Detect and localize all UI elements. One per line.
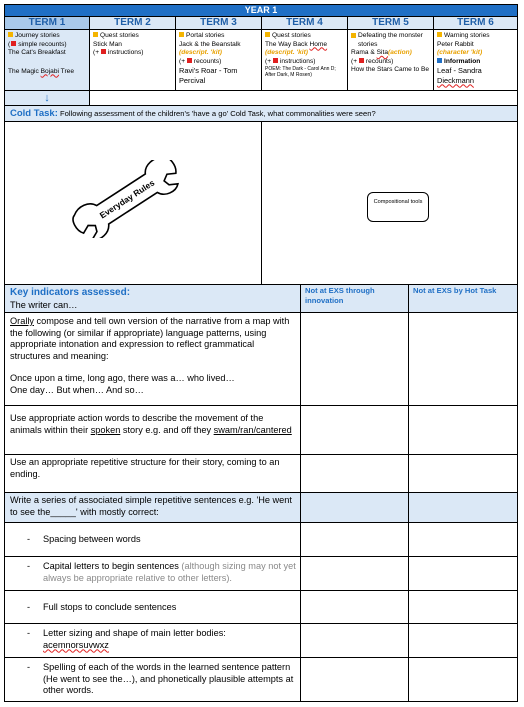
term-6-cell — [433, 29, 518, 91]
key-indicators-header — [4, 284, 301, 313]
indicator-row-3 — [4, 454, 301, 493]
yellow-square-icon — [265, 32, 270, 37]
term-1-sub: simple recounts) — [18, 40, 67, 48]
term-2-cell — [89, 29, 176, 91]
term-1-book-2-c: Tree — [58, 67, 74, 75]
compositional-tools-label-box — [367, 192, 429, 222]
term-5-kit: (action) — [388, 49, 412, 56]
row-5-innovation-cell[interactable] — [300, 522, 409, 557]
dash-marker: - — [27, 534, 31, 544]
term-5-kind: Defeating the monster stories — [358, 32, 423, 48]
row-3-hot-task-cell[interactable] — [408, 454, 518, 493]
row-6-innovation-cell[interactable] — [300, 556, 409, 591]
row-4-innovation-cell[interactable] — [300, 492, 409, 523]
bullet-row-letter-sizing — [4, 623, 301, 658]
tab-term-2 — [89, 16, 176, 30]
blue-square-icon — [437, 58, 442, 63]
row-6-hot-task-cell[interactable] — [408, 556, 518, 591]
term-1-cell — [4, 29, 90, 91]
col-innovation-header — [300, 284, 409, 313]
bullet-spelling-text: Spelling of each of the words in the learned sentence pattern (He went to see the…), and phonetically plausible attempts at other words. — [43, 662, 294, 695]
indicator-row-2-a: Use appropriate action words to describe the movement of the animals within their — [10, 413, 264, 435]
row-3-innovation-cell[interactable] — [300, 454, 409, 493]
row-8-innovation-cell[interactable] — [300, 623, 409, 658]
term-4-book-1-b: Home — [309, 40, 328, 48]
row-8-hot-task-cell[interactable] — [408, 623, 518, 658]
dash-marker: - — [27, 561, 31, 571]
orally-text: Orally — [10, 316, 34, 326]
indicator-row-4 — [4, 492, 301, 523]
indicator-row-2 — [4, 405, 301, 455]
dash-marker: - — [27, 628, 31, 638]
bullet-row-capitals — [4, 556, 301, 591]
red-square-icon — [359, 58, 364, 63]
bullet-row-spacing — [4, 522, 301, 557]
indicator-row-1-text — [10, 316, 295, 362]
col-hot-task-header — [408, 284, 518, 313]
tab-term-1 — [4, 16, 90, 30]
term-3-sub: recounts) — [193, 57, 222, 65]
yellow-square-icon — [93, 32, 98, 37]
bullet-letter-sizing-text — [43, 628, 297, 651]
term-4-kind: Quest stories — [272, 32, 311, 39]
indicator-row-1-pattern-2: One day… But when… And so… — [10, 384, 144, 395]
term-4-cell — [261, 29, 348, 91]
compositional-tools-text: Compositional tools — [373, 199, 423, 205]
row-5-hot-task-cell[interactable] — [408, 522, 518, 557]
term-4-label: TERM 4 — [286, 17, 323, 28]
term-5-book-2: How the Stars Came to Be — [351, 66, 430, 73]
term-4-sub-open: (+ — [265, 57, 273, 65]
wrench-text: Everyday Rules — [97, 177, 157, 221]
term-6-book-1: Peter Rabbit — [437, 40, 474, 48]
term-5-sub: recounts) — [365, 57, 394, 65]
term-1-sub-open: ( — [8, 40, 11, 48]
col-innovation-text: Not at EXS through innovation — [305, 286, 375, 305]
term-2-sub: instructions) — [107, 49, 144, 56]
term-5-label: TERM 5 — [372, 17, 409, 28]
term-3-kit: (descript. 'kit) — [179, 49, 222, 56]
term-3-label: TERM 3 — [200, 17, 237, 28]
indicator-row-2-b: spoken — [90, 424, 121, 435]
term-1-book-2-b: Bojabi — [40, 67, 59, 75]
tab-term-4 — [261, 16, 348, 30]
bullet-letter-sizing-letters: acemnorsuvwxz — [43, 639, 109, 650]
term-6-kind-2: Information — [444, 57, 481, 65]
row-1-innovation-cell[interactable] — [300, 312, 409, 406]
term-4-poem: POEM: The Dark - Carol Ann D; After Dark, M Rosen) — [265, 66, 336, 78]
arrow-cell — [4, 90, 90, 106]
red-square-icon — [273, 58, 278, 63]
dash-marker: - — [27, 602, 31, 612]
term-3-book-1: Jack & the Beanstalk — [179, 40, 241, 48]
bullet-spacing-text: Spacing between words — [43, 534, 141, 544]
yellow-square-icon — [437, 32, 442, 37]
bullet-capitals-note: (although sizing may not yet always be appropriate relative to other letters). — [43, 561, 296, 583]
bullet-full-stops-text: Full stops to conclude sentences — [43, 602, 177, 612]
tab-term-5 — [347, 16, 434, 30]
term-1-kind: Journey stories — [15, 32, 60, 39]
tab-term-3 — [175, 16, 262, 30]
cold-task-bar — [4, 105, 518, 122]
indicator-row-1-body: compose and tell own version of the narrative from a map with the following (or similar if appropriate) language patterns, using appropriate intonation and expression to reflect grammatical structures and meaning: — [10, 316, 290, 361]
key-indicators-title: Key indicators assessed: — [10, 287, 131, 298]
term-6-label: TERM 6 — [457, 17, 494, 28]
key-indicators-subtitle: The writer can… — [10, 300, 78, 310]
red-square-icon — [101, 49, 106, 54]
term-5-sub-open: (+ — [351, 57, 359, 65]
row-4-hot-task-cell[interactable] — [408, 492, 518, 523]
term-5-book-1 — [351, 49, 430, 58]
col-hot-task-text: Not at EXS by Hot Task — [413, 286, 497, 295]
term-6-book-2 — [437, 66, 514, 85]
yellow-square-icon — [351, 33, 356, 38]
indicator-row-2-d: swam/ran/cantered — [213, 424, 292, 435]
term-2-label: TERM 2 — [114, 17, 151, 28]
term-4-book-1-a: The Way Back — [265, 40, 310, 48]
bullet-row-full-stops — [4, 590, 301, 624]
red-square-icon — [187, 58, 192, 63]
term-6-book-2-a: Leaf - Sandra — [437, 66, 482, 75]
term-1-book-2-a: The Magic — [8, 67, 41, 75]
term-4-sub: instructions) — [279, 57, 316, 65]
indicator-row-3-text: Use an appropriate repetitive structure for their story, coming to an ending. — [10, 457, 280, 479]
bullet-capitals-text — [43, 561, 297, 584]
term-4-book-1 — [265, 41, 344, 50]
indicator-row-2-c: story e.g. and off they — [120, 424, 214, 435]
term-3-sub-open: (+ — [179, 57, 187, 65]
term-6-kit: (character 'kit) — [437, 49, 483, 56]
term-1-book-1: The Cat's Breakfast — [8, 49, 66, 56]
term-3-cell — [175, 29, 262, 91]
cold-task-label: Cold Task: — [10, 108, 58, 119]
row-1-hot-task-cell[interactable] — [408, 312, 518, 406]
cold-task-text: Following assessment of the children's 'have a go' Cold Task, what commonalities were seen? — [59, 109, 376, 118]
term-5-book-1-a: Rama & — [351, 49, 377, 56]
bullet-row-spelling — [4, 657, 301, 702]
row-2-innovation-cell[interactable] — [300, 405, 409, 455]
term-6-book-2-b: Dieckmann — [437, 75, 474, 85]
down-arrow-icon: ↓ — [44, 92, 50, 104]
tab-term-6 — [433, 16, 518, 30]
indicator-row-1 — [4, 312, 301, 406]
dash-marker: - — [27, 662, 31, 672]
bullet-letter-sizing-main: Letter sizing and shape of main letter bodies: — [43, 628, 226, 638]
term-3-kind: Portal stories — [186, 32, 225, 39]
term-1-label: TERM 1 — [28, 17, 66, 28]
year-title: YEAR 1 — [244, 5, 278, 15]
row-9-hot-task-cell[interactable] — [408, 657, 518, 702]
term-5-cell — [347, 29, 434, 91]
indicator-row-1-pattern-1: Once upon a time, long ago, there was a… who lived… — [10, 373, 235, 383]
term-4-kit: (descript. 'kit) — [265, 49, 308, 56]
yellow-square-icon — [8, 32, 13, 37]
row-7-innovation-cell[interactable] — [300, 590, 409, 624]
red-square-icon — [11, 41, 16, 46]
indicator-row-4-text: Write a series of associated simple repetitive sentences e.g. 'He went to see the_____' with mostly correct: — [10, 495, 292, 517]
wrench-icon — [66, 160, 188, 238]
row-9-innovation-cell[interactable] — [300, 657, 409, 702]
term-1-book-2 — [8, 68, 86, 77]
row-2-hot-task-cell[interactable] — [408, 405, 518, 455]
row-7-hot-task-cell[interactable] — [408, 590, 518, 624]
term-3-book-2: Ravi's Roar - Tom Percival — [179, 66, 238, 85]
yellow-square-icon — [179, 32, 184, 37]
bullet-capitals-main: Capital letters to begin sentences — [43, 561, 182, 571]
term-2-book-1: Stick Man — [93, 40, 122, 48]
term-6-kind: Warning stories — [444, 32, 490, 39]
term-5-book-1-b: Sita — [376, 49, 389, 56]
term-2-kind: Quest stories — [100, 32, 139, 39]
term-2-sub-open: (+ — [93, 49, 101, 56]
